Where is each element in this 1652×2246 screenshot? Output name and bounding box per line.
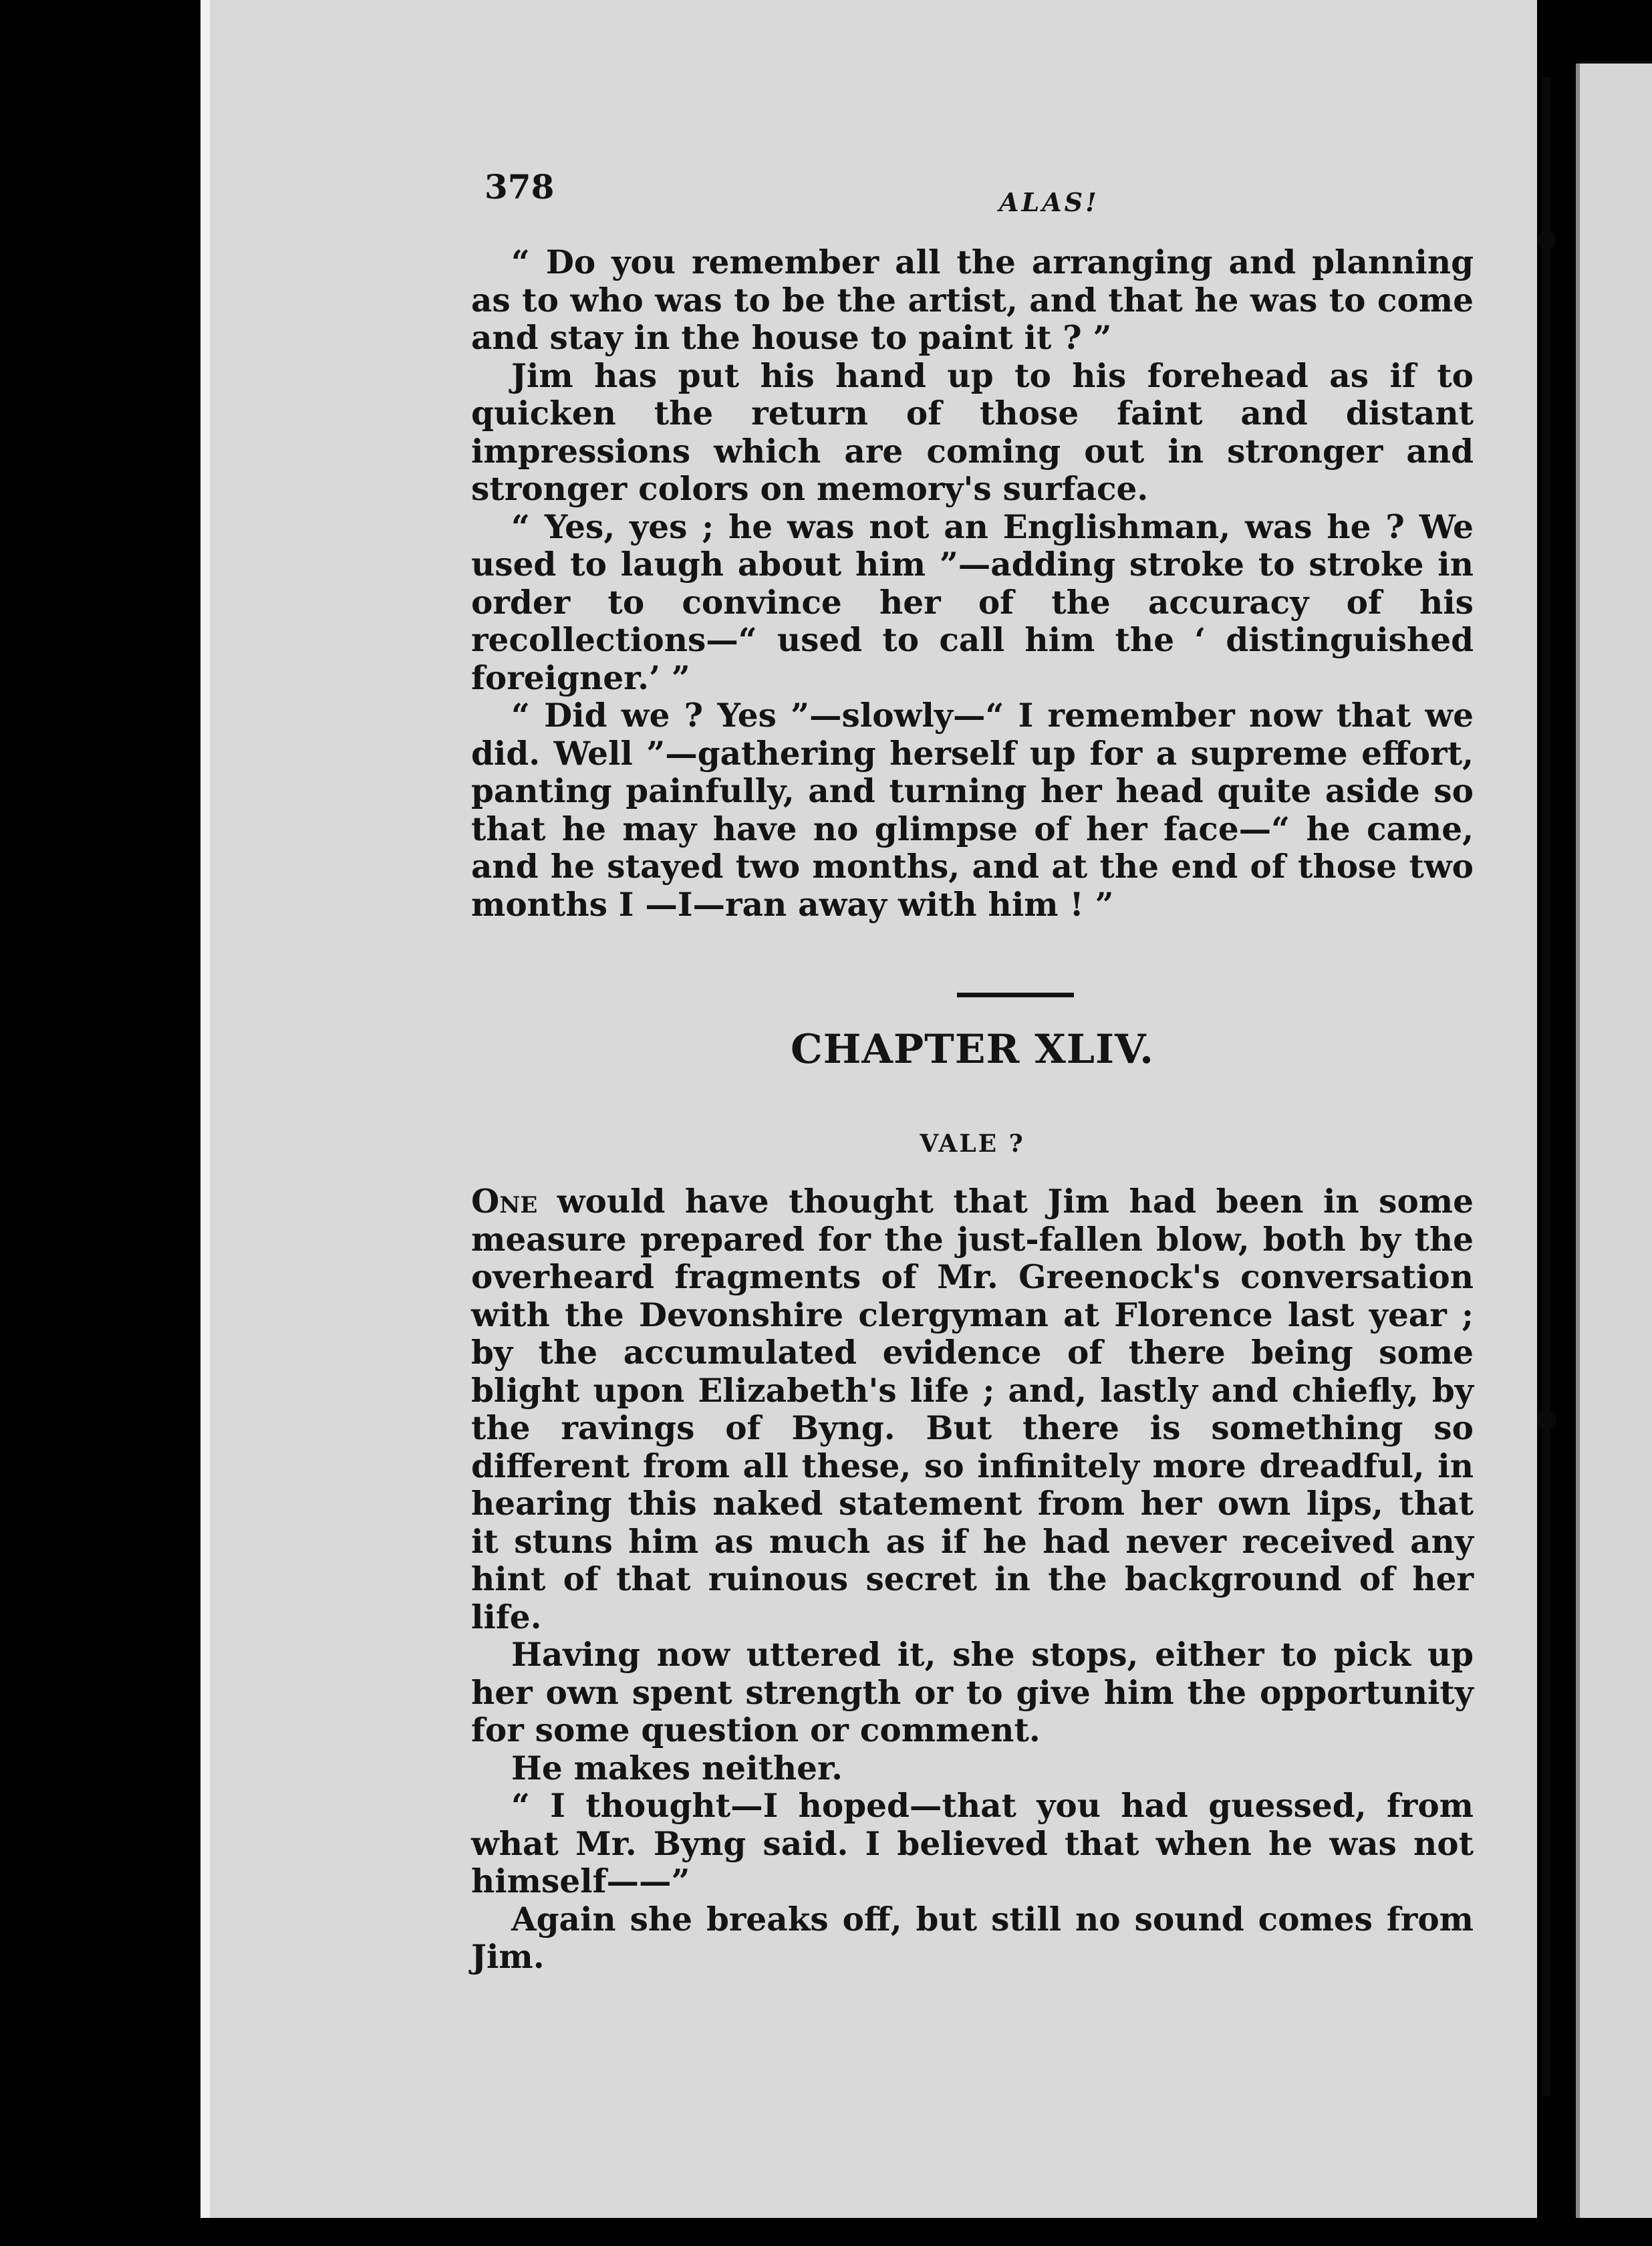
- paragraph: Again she breaks off, but still no sound comes from Jim.: [471, 1900, 1474, 1976]
- paragraph: Jim has put his hand up to his forehead as if to quicken the return of those faint and distant impressions which are coming out in stronger and stronger colors on memory's surface.: [471, 356, 1474, 508]
- adjacent-page-edge: [1576, 64, 1652, 2218]
- paragraph: Having now uttered it, she stops, either to pick up her own spent strength or to give him the opportunity for some question or comment.: [471, 1636, 1474, 1749]
- paragraph: “ Do you remember all the arranging and planning as to who was to be the artist, and that he was to come and stay in the house to paint it ? ”: [471, 243, 1474, 357]
- chapter-divider-rule: [957, 993, 1074, 997]
- paragraph: He makes neither.: [511, 1749, 843, 1787]
- text-before-chapter: [471, 244, 1474, 924]
- opening-paragraph-text: would have thought that Jim had been in some measure prepared for the just-fallen blow, both by the overheard fragments of Mr. Greenock's conversation with the Devonshire clergyman at Florence last year ; by the accumulated evidence of there being some blight upon Elizabeth's life ; and, lastly and chiefly, by the ravings of Byng. But there is something so different from all these, so infinitely more dreadful, in hearing this naked statement from her own lips, that it stuns him as much as if he had never received any hint of that ruinous secret in the background of her life.: [471, 1182, 1474, 1636]
- chapter-opening-paragraph: [471, 1183, 1474, 1636]
- paragraph: “ Yes, yes ; he was not an Englishman, was he ? We used to laugh about him ”—adding stroke to stroke in order to convince her of the accuracy of his recollections—“ used to call him the ‘ distinguished foreigner.’ ”: [471, 507, 1474, 697]
- chapter-text: [471, 1183, 1474, 1977]
- running-head: [271, 154, 1470, 221]
- running-title: ALAS!: [999, 187, 1099, 217]
- gutter-notch-bottom: [1537, 1410, 1556, 1429]
- chapter-heading: CHAPTER XLIV.: [790, 1026, 1154, 1073]
- page-number: 378: [485, 167, 555, 207]
- gutter-line: [1542, 77, 1550, 2096]
- opening-word: One: [471, 1182, 538, 1221]
- page-content: [271, 154, 1474, 1976]
- paragraph: “ Did we ? Yes ”—slowly—“ I remember now that we did. Well ”—gathering herself up for a supreme effort, panting painfully, and turning her head quite aside so that he may have no glimpse of her face—“ he came, and he stayed two months, and at the end of those two months I —I—ran away with him ! ”: [471, 697, 1474, 924]
- chapter-subtitle: VALE ?: [920, 1130, 1025, 1158]
- gutter-notch-top: [1537, 231, 1556, 249]
- paragraph: “ I thought—I hoped—that you had guessed, from what Mr. Byng said. I believed that when he was not himself——”: [471, 1787, 1474, 1900]
